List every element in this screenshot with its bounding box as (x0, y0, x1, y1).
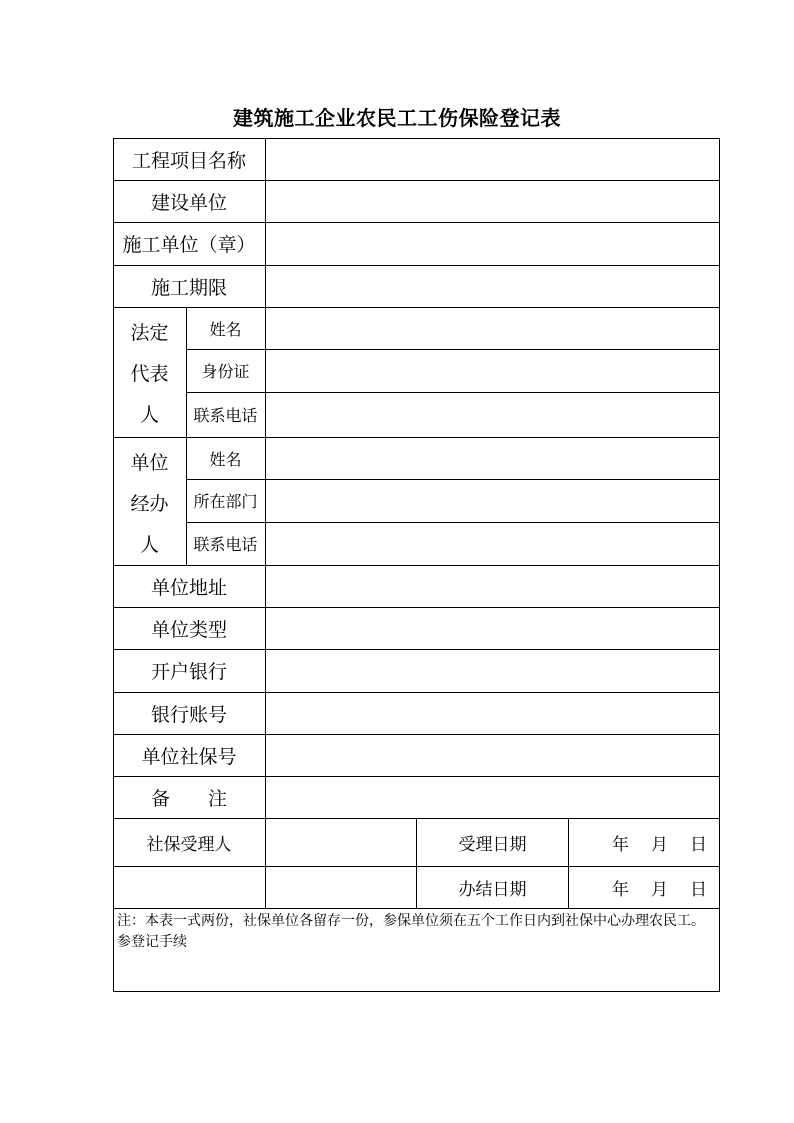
project-name-field[interactable] (266, 139, 719, 180)
legal-rep-label-line: 代表 (130, 363, 169, 385)
address-field[interactable] (266, 566, 719, 607)
bank-label: 开户银行 (150, 661, 227, 683)
social-no-label: 单位社保号 (141, 745, 237, 768)
legal-rep-phone-label: 联系电话 (193, 406, 258, 425)
legal-rep-id-field[interactable] (266, 350, 719, 392)
remark-label: 备 注 (150, 787, 227, 810)
handler-phone-label: 联系电话 (193, 535, 258, 554)
social-no-field[interactable] (266, 735, 719, 776)
legal-rep-label-line: 人 (139, 404, 159, 426)
form-note: 注：本表一式两份，社保单位各留存一份，参保单位须在五个工作日内到社保中心办理农民工。参登记手续 (117, 913, 705, 950)
form-title: 建筑施工企业农民工工伤保险登记表 (233, 106, 561, 130)
handler-phone-field[interactable] (266, 523, 719, 565)
legal-rep-id-label: 身份证 (201, 362, 250, 381)
account-label: 银行账号 (150, 703, 227, 726)
row-divider (113, 908, 720, 909)
builder-unit-field[interactable] (266, 223, 719, 265)
account-field[interactable] (266, 693, 719, 734)
day-unit: 日 (690, 834, 707, 855)
finish-date-label: 办结日期 (458, 879, 527, 900)
legal-rep-phone-field[interactable] (266, 393, 719, 437)
remark-field[interactable] (266, 777, 719, 818)
day-unit: 日 (690, 879, 707, 900)
accept-date-label: 受理日期 (458, 834, 527, 855)
receiver-sign-field[interactable] (114, 867, 265, 908)
construction-unit-label: 建设单位 (150, 191, 227, 214)
bank-field[interactable] (266, 650, 719, 692)
handler-dept-field[interactable] (266, 480, 719, 522)
unit-type-label: 单位类型 (150, 618, 227, 641)
period-label: 施工期限 (150, 276, 227, 299)
legal-rep-name-field[interactable] (266, 308, 719, 349)
month-unit: 月 (651, 879, 668, 900)
month-unit: 月 (651, 834, 668, 855)
handler-name-label: 姓名 (209, 449, 242, 469)
handler-label-line: 经办 (130, 493, 169, 515)
legal-rep-name-label: 姓名 (209, 319, 242, 339)
address-label: 单位地址 (150, 576, 227, 599)
handler-label-line: 人 (139, 534, 159, 556)
period-field[interactable] (266, 266, 719, 307)
handler-name-field[interactable] (266, 438, 719, 479)
legal-rep-group-label (113, 307, 186, 437)
receiver-label: 社保受理人 (146, 834, 232, 855)
handler-label-line: 单位 (130, 452, 169, 474)
handler-dept-label: 所在部门 (193, 492, 258, 511)
receiver-sign-field-2[interactable] (266, 867, 416, 908)
legal-rep-label-line: 法定 (130, 322, 169, 344)
registration-form (113, 138, 720, 992)
project-name-label: 工程项目名称 (131, 149, 246, 172)
border-bottom (113, 991, 720, 992)
year-unit: 年 (612, 834, 629, 855)
builder-unit-label: 施工单位（章） (122, 234, 256, 256)
accept-date-field[interactable] (569, 818, 719, 866)
finish-date-field[interactable] (569, 866, 719, 908)
handler-group-label (113, 437, 186, 565)
year-unit: 年 (612, 879, 629, 900)
receiver-field[interactable] (266, 819, 416, 866)
unit-type-field[interactable] (266, 608, 719, 649)
construction-unit-field[interactable] (266, 181, 719, 222)
